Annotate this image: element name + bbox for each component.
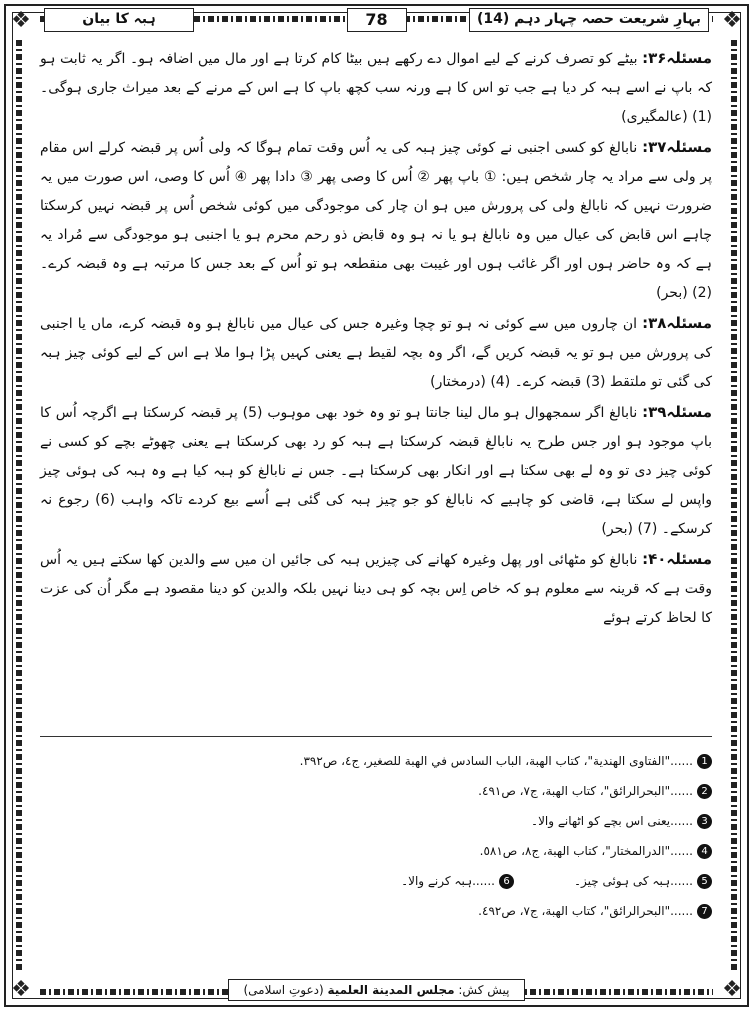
publisher-suffix: (دعوتِ اسلامی) bbox=[243, 983, 324, 997]
footnote bbox=[40, 836, 712, 866]
footnote-text: ......"الفتاوى الهندية"، كتاب الهبة، الباب السادس في الهبة للصغير، ج٤، ص٣٩٢. bbox=[299, 754, 693, 768]
page-footer bbox=[40, 979, 713, 1003]
masala-37 bbox=[40, 133, 712, 308]
footnote-number: 1 bbox=[697, 754, 712, 769]
masala-label: مسئلہ۴۰: bbox=[642, 550, 713, 568]
footnote-number: 4 bbox=[697, 844, 712, 859]
footnote bbox=[40, 896, 712, 926]
footnote bbox=[40, 746, 712, 776]
footnotes bbox=[40, 746, 712, 926]
footer-prefix: پیش کش: bbox=[458, 983, 510, 997]
masala-label: مسئلہ۳۶: bbox=[642, 49, 712, 67]
footnote-text: ......"البحرالرائق"، كتاب الهبة، ج٧، ص٤٩٢. bbox=[478, 904, 693, 918]
footnote-number: 6 bbox=[499, 874, 514, 889]
footnote bbox=[40, 806, 712, 836]
footnote bbox=[40, 866, 712, 896]
publisher-box bbox=[228, 979, 524, 1001]
masala-label: مسئلہ۳۸: bbox=[642, 314, 712, 332]
masala-38 bbox=[40, 309, 712, 397]
right-border-pattern bbox=[731, 40, 737, 971]
masala-40 bbox=[40, 545, 712, 633]
footnote-number: 3 bbox=[697, 814, 712, 829]
footnote-number: 5 bbox=[697, 874, 712, 889]
masala-label: مسئلہ۳۹: bbox=[642, 403, 712, 421]
footnote-text: ......یعنی اس بچے کو اٹھانے والا۔ bbox=[531, 814, 693, 828]
corner-ornament-icon: ❖ bbox=[11, 977, 31, 1002]
corner-ornament-icon: ❖ bbox=[11, 8, 31, 33]
masala-text: ان چاروں میں سے کوئی نہ ہو تو چچا وغیرہ جس کی عیال میں نابالغ ہو وہ قبضہ کرے، ماں یا اجنبی کی پرورش میں ہو تو یہ قبضہ کریں گے، اگر وہ بچہ لقیط ہے یعنی کہیں پڑا ہوا ملا ہے اس کے لیے کوئی چیز ہبہ کی گئی تو ملتقط (3) قبضہ کرے۔ (4) (درمختار) bbox=[40, 316, 712, 390]
footnote-divider bbox=[40, 736, 712, 737]
publisher-name: مجلس المدينة العلمية bbox=[327, 983, 455, 997]
footnote-text: ......ہبہ کی ہوئی چیز۔ bbox=[574, 874, 693, 888]
masala-label: مسئلہ۳۷: bbox=[642, 138, 712, 156]
footnote-text: ......"البحرالرائق"، كتاب الهبة، ج٧، ص٤٩١. bbox=[478, 784, 693, 798]
book-title: بہارِ شریعت حصہ چہار دہم (14) bbox=[469, 8, 709, 32]
chapter-title: ہبہ کا بیان bbox=[44, 8, 194, 32]
corner-ornament-icon: ❖ bbox=[722, 977, 742, 1002]
masala-text: نابالغ اگر سمجھوال ہو مال لینا جانتا ہو تو وہ خود بھی موہوب (5) پر قبضہ کرسکتا ہے اگرچہ اُس کا باپ موجود ہو اور جس طرح یہ نابالغ قبضہ کرسکتا ہے ہبہ کو رد بھی کرسکتا ہے یعنی چھوٹے بچے کو کسی نے کوئی چیز دی تو وہ لے بھی سکتا ہے اور انکار بھی کرسکتا ہے۔ جس نے نابالغ کو ہبہ کیا ہے وہ ہبہ کی ہوئی چیز واپس لے سکتا ہے، قاضی کو چاہیے کہ نابالغ کو جو چیز ہبہ کی گئی ہے اُسے بیع کردے تاکہ واہب (6) رجوع نہ کرسکے۔ (7) (بحر) bbox=[40, 405, 712, 537]
corner-ornament-icon: ❖ bbox=[722, 8, 742, 33]
footnote-text: ......"الدرالمختار"، كتاب الهبة، ج٨، ص٥٨١. bbox=[479, 844, 693, 858]
left-border-pattern bbox=[16, 40, 22, 971]
footnote-number: 7 bbox=[697, 904, 712, 919]
page-header bbox=[44, 6, 709, 34]
masala-39 bbox=[40, 398, 712, 544]
masala-text: نابالغ کو کسی اجنبی نے کوئی چیز ہبہ کی یہ اُس وقت تمام ہوگا کہ ولی اُس پر قبضہ کرلے اس مقام پر ولی سے مراد یہ چار شخص ہیں: ① باپ پھر ② اُس کا وصی پھر ③ دادا پھر ④ اُس کا وصی، اس صورت میں یہ ضرورت نہیں کہ نابالغ ولی کی پرورش میں ہو ان چار کی موجودگی میں کوئی شخص اُس پر قبضہ نہیں کرسکتا چاہے اس قابض کی عیال میں وہ نابالغ ہو یا نہ ہو وہ قابض ذو رحم محرم ہو یا اجنبی ہو موجودگی سے مُراد یہ ہے کہ وہ حاضر ہوں اور اگر غائب ہوں اور غیبت بھی منقطعہ ہو تو اُس کے بعد جس کا مرتبہ ہے وہ قبضہ کرے۔ (2) (بحر) bbox=[40, 140, 712, 301]
masala-text: نابالغ کو مٹھائی اور پھل وغیرہ کھانے کی چیزیں ہبہ کی جائیں ان میں سے والدین کھا سکتے ہیں یہ اُس وقت ہے کہ قرینہ سے معلوم ہو کہ خاص اِس بچہ کو ہی دینا نہیں بلکہ والدین کو دینا مقصود ہے مگر اُن کی عزت کا لحاظ کرتے ہوئے bbox=[40, 552, 712, 626]
footnote-number: 2 bbox=[697, 784, 712, 799]
masala-text: بیٹے کو تصرف کرنے کے لیے اموال دے رکھے ہیں بیٹا کام کرتا ہے اور مال میں اضافہ ہو۔ اگر یہ ثابت ہو کہ باپ نے اسے ہبہ کر دیا ہے جب تو اس کا ہے ورنہ سب کچھ باپ کا ہے اس کے مرنے کے بعد میراث جاری ہوگی۔ (1) (عالمگیری) bbox=[40, 51, 712, 125]
footnote-text: ......ہبہ کرنے والا۔ bbox=[401, 874, 495, 888]
footnote bbox=[40, 776, 712, 806]
masala-36 bbox=[40, 44, 712, 132]
page-number: 78 bbox=[347, 8, 407, 32]
